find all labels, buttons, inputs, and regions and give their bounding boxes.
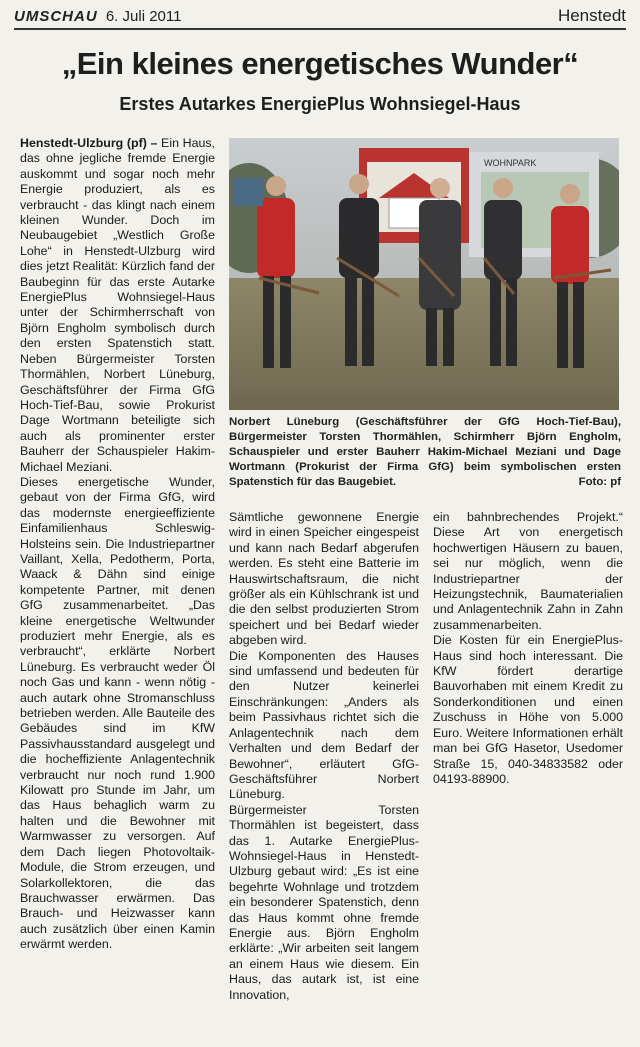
article-paragraph: Bürgermeister Torsten Thormählen ist begeistert, dass das 1. Autarke EnergiePlus-Wohnsiegel-Haus in Henstedt-Ulzburg gebaut wird: „Es ist eine begehrte Wohnlage und trotzdem ein besonderer Spatenstich, denn das Haus kommt ohne fremde Energie aus. Björn Engholm erklärte: „Wir arbeiten seit langem an einem Haus wie diesem. Ein Haus, das autark ist, ist eine Innovation, xyxy=(229,802,419,1002)
photo-caption xyxy=(229,415,621,490)
paragraph-text: Ein Haus, das ohne jegliche fremde Energie auskommt und sogar noch mehr Energie produziert, als es verbraucht - das klingt nach einem kleinen Wunder. Doch im Neubaugebiet „Westlich Große Lohe“ in Henstedt-Ulzburg wird dies jetzt Realität: Kürzlich fand der Baubeginn für das erste Autarke EnergiePlus Wohnsiegel-Haus unter der Schirmherrschaft von Björn Engholm symbolisch durch den ersten Spatenstich statt. Neben Bürgermeister Torsten Thormählen, Norbert Lüneburg, Geschäftsführer der Firma GfG Hoch-Tief-Bau, sowie Prokurist Dage Wortmann beteiligte sich auch als prominenter erster Bauherr der Schauspieler Hakim-Michael Meziani. xyxy=(20,136,215,474)
masthead-left xyxy=(14,8,181,25)
masthead-brand: UMSCHAU xyxy=(14,8,98,25)
article-paragraph xyxy=(20,136,215,475)
article-column-3 xyxy=(433,510,623,787)
caption-text: Norbert Lüneburg (Geschäftsführer der GfG Hoch-Tief-Bau), Bürgermeister Torsten Thormählen, Schirmherr Björn Engholm, Schauspieler und erster Bauherr Hakim-Michael Meziani und Dage Wortmann (Prokurist der Firma GfG) beim symbolischen ersten Spatenstich für das Baugebiet. xyxy=(229,416,621,488)
article-paragraph: Die Kosten für ein EnergiePlus-Haus sind hoch interessant. Die KfW fördert derartige Bauvorhaben mit einem Kredit zu Sonderkonditionen und einen Zuschuss in Höhe von 5.000 Euro. Weitere Informationen erhält man bei GfG Hasetor, Usedomer Straße 15, 040-34833582 oder 04193-88900. xyxy=(433,633,623,786)
masthead xyxy=(14,6,626,30)
dateline: Henstedt-Ulzburg (pf) – xyxy=(20,136,158,150)
sign-text: WOHNPARK xyxy=(484,158,537,168)
article-paragraph: ein bahnbrechendes Projekt.“ Diese Art von energetisch hochwertigen Häusern zu bauen, sei nur möglich, wenn die Industriepartner der Heizungstechnik, Baumaterialien und Anlagentechnik Zahn in Zahn zusammenarbeiten. xyxy=(433,510,623,632)
masthead-location: Henstedt xyxy=(557,6,626,25)
article-column-2 xyxy=(229,510,419,1003)
event-photo xyxy=(229,138,619,410)
article-paragraph: Die Komponenten des Hauses sind umfassend und bedeuten für den Nutzer keinerlei Einschränkungen: „Anders als beim Passivhaus richtet sich die Anlagentechnik nach dem Verhalten und dem Bedarf der Bewohner“, erläutert GfG-Geschäftsführer Norbert Lüneburg. xyxy=(229,648,419,802)
article-paragraph: Sämtliche gewonnene Energie wird in einen Speicher eingespeist und kann nach Bedarf abgerufen werden. Es steht eine Batterie im Hauswirtschaftsraum, die nicht größer als ein Kühlschrank ist und die den selbst produzierten Strom speichert und bei Bedarf wieder abgeben wird. xyxy=(229,510,419,648)
masthead-date: 6. Juli 2011 xyxy=(105,8,182,25)
subheadline: Erstes Autarkes EnergiePlus Wohnsiegel-Haus xyxy=(119,94,521,114)
article-paragraph: Dieses energetische Wunder, gebaut von der Firma GfG, wird das modernste energieeffiziente Einfamilienhaus Schleswig-Holsteins sein. Die Industriepartner Vaillant, Xella, Pedotherm, Porta, Waack & Dähn sind einige kompetente Partner, mit denen GfG zusammenarbeitet. „Das kleine energetische Weltwunder produziert mehr Energie, als es verbraucht“, erklärte Norbert Lüneburg. Es verbraucht weder Öl noch Gas und kann - wenn nötig - auch autark ohne Stromanschluss betrieben werden. Alle Bauteile des Gebäudes sind im KfW Passivhausstandard ausgelegt und die hocheffiziente Anlagentechnik verbraucht nur noch rund 1.900 Kilowatt pro Stunde im Jahr, um das Haus behaglich warm zu halten und die Bewohner mit Warmwasser zu versorgen. Auf dem Dach liegen Photovoltaik-Module, die Strom erzeugen, und Solarkollektoren, die das Brauchwasser erwärmen. Das Brauch- und Heizwasser kann auch zusätzlich über einen Kamin erwärmt werden. xyxy=(20,474,215,952)
article-column-1 xyxy=(20,136,215,953)
headline: „Ein kleines energetisches Wunder“ xyxy=(61,46,579,81)
photo-credit: Foto: pf xyxy=(578,476,621,488)
